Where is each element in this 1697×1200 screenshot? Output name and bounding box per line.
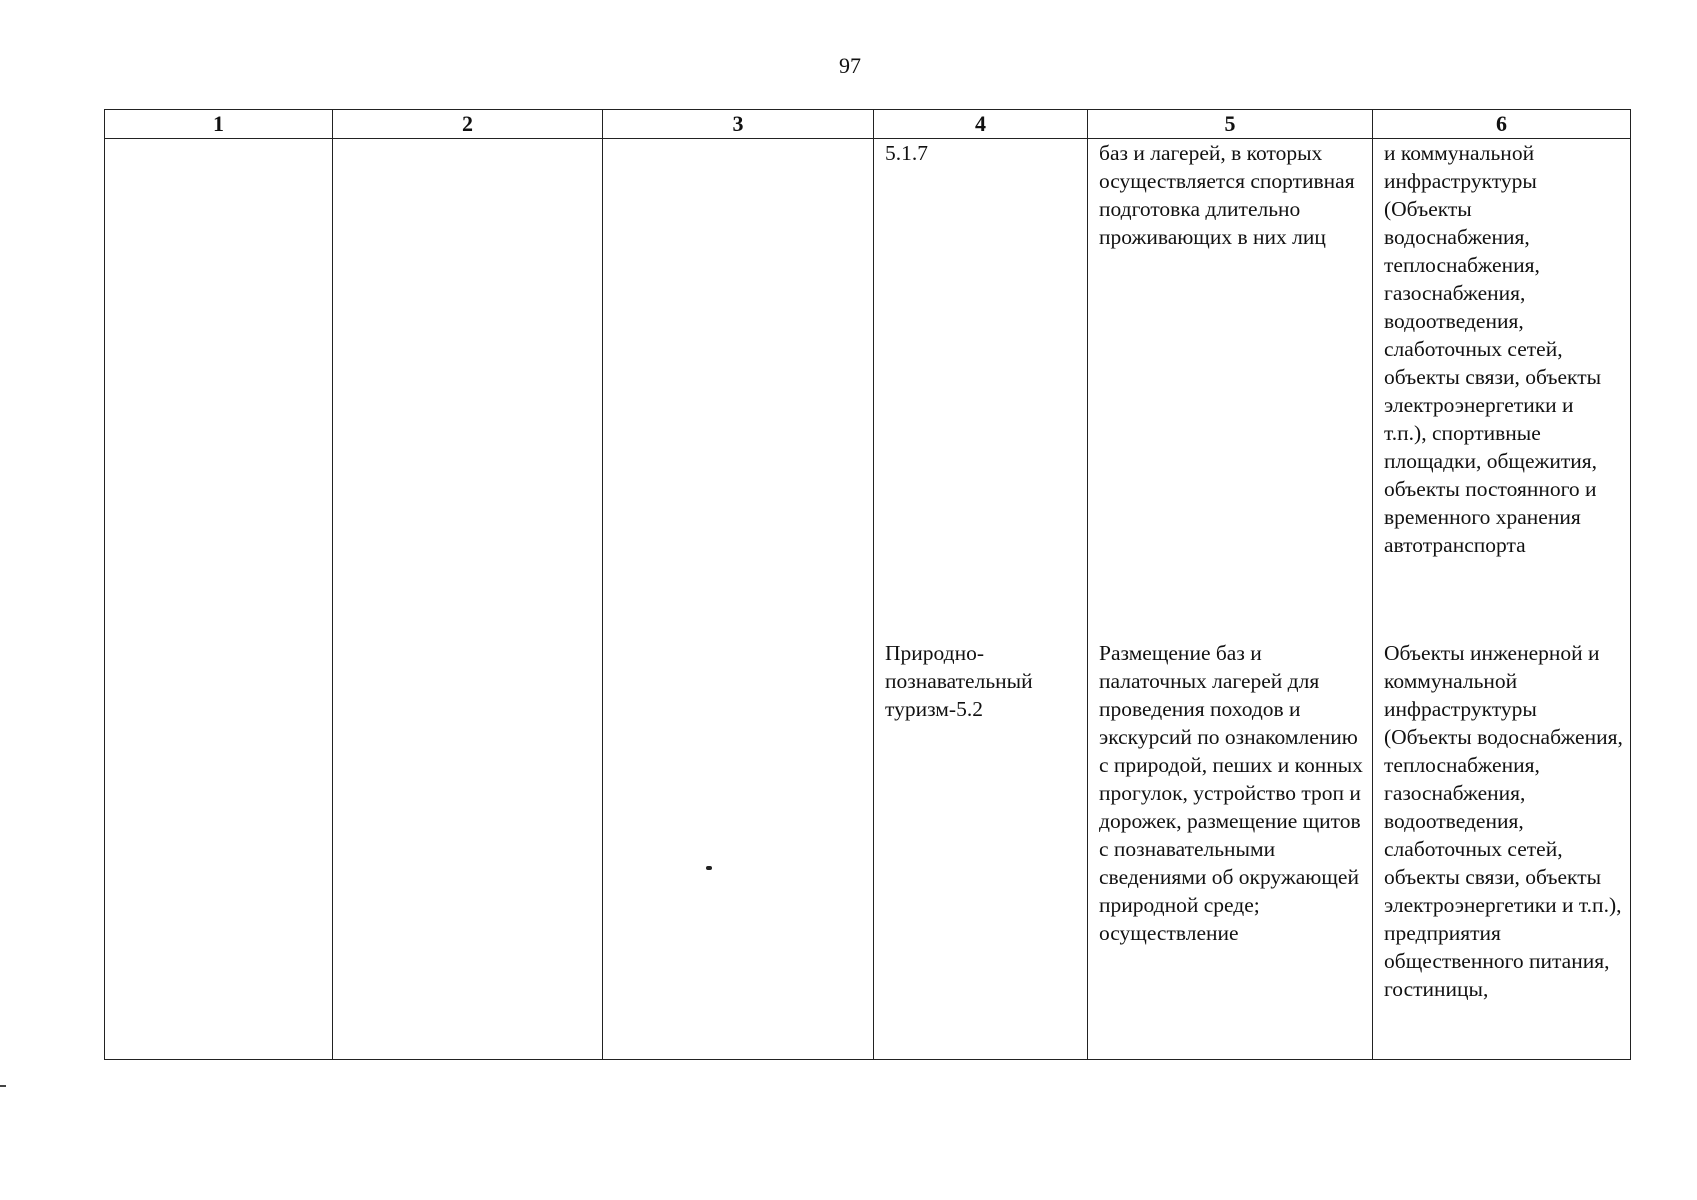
use-description: Размещение баз и палаточных лагерей для проведения походов и экскурсий по ознакомлению с природой, пеших и конных прогулок, устройство троп и дорожек, размещение щитов с познавательными сведениями об окружающей природной среде; осуществление: [1099, 641, 1363, 945]
cell-col-4: [874, 139, 1088, 1060]
column-header-2: 2: [333, 110, 603, 139]
permitted-objects: и коммунальной инфраструктуры (Объекты водоснабжения, теплоснабжения, газоснабжения, водоотведения, слаботочных сетей, объекты связи, объекты электроэнергетики и т.п.), спортивные площадки, общежития, объекты постоянного и временного хранения автотранспорта: [1384, 141, 1602, 557]
page-number: 97: [839, 53, 861, 78]
regulations-table: [104, 109, 1631, 1060]
permitted-objects: Объекты инженерной и коммунальной инфраструктуры (Объекты водоснабжения, теплоснабжения, газоснабжения, водоотведения, слаботочных сетей, объекты связи, объекты электроэнергетики и т.п.), предприятия общественного питания, гостиницы,: [1384, 641, 1623, 1001]
scan-speck: [706, 866, 712, 870]
cell-col-3: [603, 139, 874, 1060]
land-use-code: 5.1.7: [885, 141, 928, 165]
cell-col-1: [105, 139, 333, 1060]
use-description: баз и лагерей, в которых осуществляется спортивная подготовка длительно проживающих в них лиц: [1099, 141, 1355, 249]
scan-edge-mark: [0, 1085, 6, 1087]
cell-col-2: [333, 139, 603, 1060]
table-row: [105, 139, 1631, 1060]
header-row: [105, 110, 1631, 139]
cell-col-6: [1373, 139, 1631, 1060]
cell-col-5: [1088, 139, 1373, 1060]
column-header-1: 1: [105, 110, 333, 139]
column-header-3: 3: [603, 110, 874, 139]
land-use-type: Природно-познавательный туризм-5.2: [885, 641, 1033, 721]
column-header-4: 4: [874, 110, 1088, 139]
column-header-6: 6: [1373, 110, 1631, 139]
column-header-5: 5: [1088, 110, 1373, 139]
